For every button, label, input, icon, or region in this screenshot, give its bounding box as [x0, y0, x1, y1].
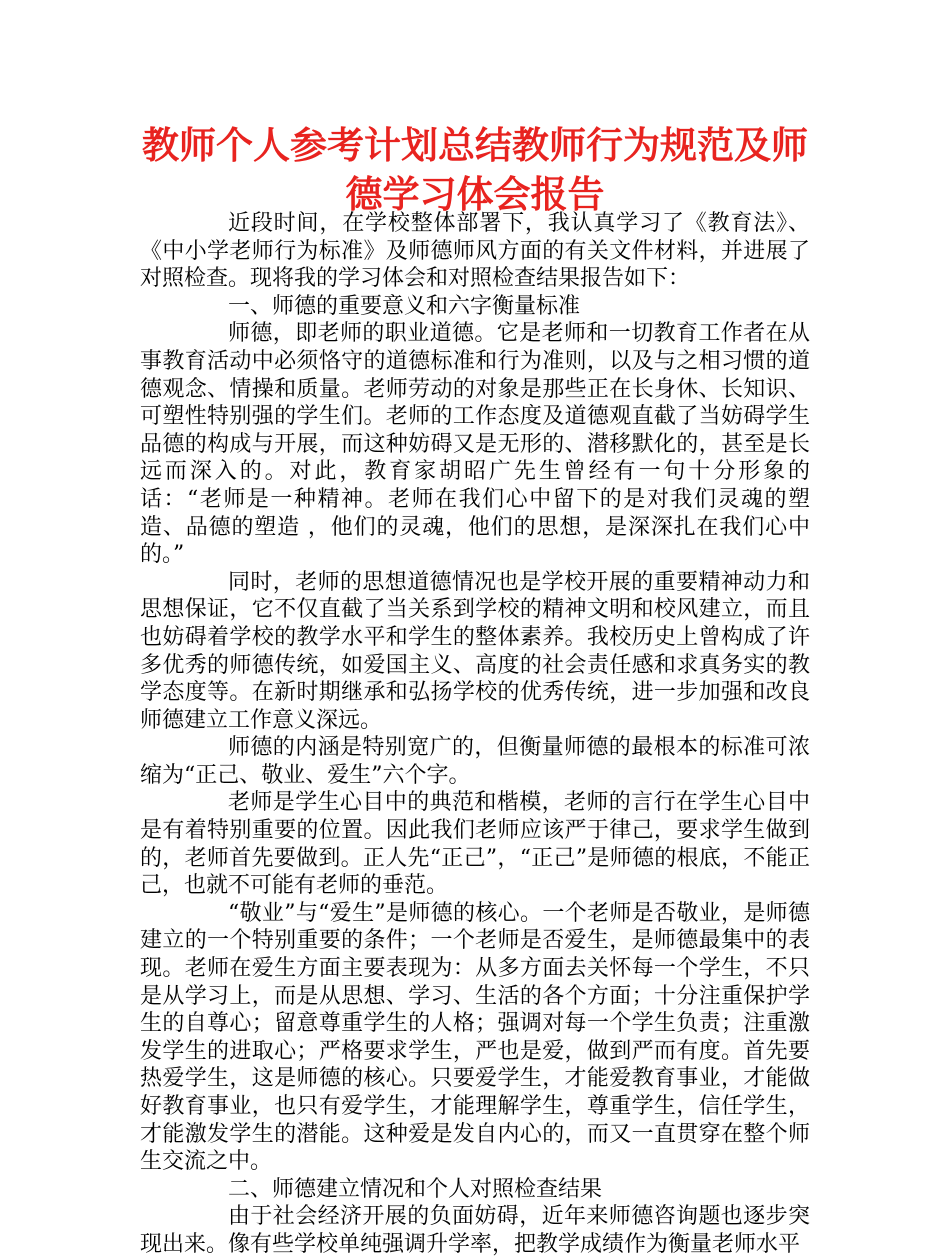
paragraph-dedication: “敬业”与“爱生”是师德的核心。一个老师是否敬业，是师德建立的一个特别重要的条件；一个老师是否爱生，是师德最集中的表现。老师在爱生方面主要表现为：从多方面去关怀每一个学生，不只是从学习上，而是从思想、学习、生活的各个方面；十分注重保护学生的自尊心；留意尊重学生的人格；强调对每一个学生负责；注重激发学生的进取心；严格要求学生，严也是爱，做到严而有度。首先要热爱学生，这是师德的核心。只要爱学生，才能爱教育事业，才能做好教育事业，也只有爱学生，才能理解学生，尊重学生，信任学生，才能激发学生的潜能。这种爱是发自内心的，而又一直贯穿在整个师生交流之中。 — [140, 900, 810, 1175]
section-heading-2: 二、师德建立情况和个人对照检查结果 — [228, 1176, 603, 1202]
paragraph-self-discipline: 老师是学生心目中的典范和楷模，老师的言行在学生心目中是有着特别重要的位置。因此我们老师应该严于律己，要求学生做到的，老师首先要做到。正人先“正己”，“正己”是师德的根底，不能正己，也就不可能有老师的垂范。 — [140, 790, 810, 899]
paragraph-intro: 近段时间，在学校整体部署下，我认真学习了《教育法》、《中小学老师行为标准》及师德师风方面的有关文件材料，并进展了对照检查。现将我的学习体会和对照检查结果报告如下： — [140, 211, 810, 292]
document-body — [140, 210, 810, 1259]
paragraph-significance: 同时，老师的思想道德情况也是学校开展的重要精神动力和思想保证，它不仅直截了当关系到学校的精神文明和校风建立，而且也妨碍着学校的教学水平和学生的整体素养。我校历史上曾构成了许多优秀的师德传统，如爱国主义、高度的社会责任感和求真务实的教学态度等。在新时期继承和弘扬学校的优秀传统，进一步加强和改良师德建立工作意义深远。 — [140, 569, 810, 733]
paragraph-standard: 师德的内涵是特别宽广的，但衡量师德的最根本的标准可浓缩为“正己、敬业、爱生”六个字。 — [140, 735, 810, 788]
document-title: 教师个人参考计划总结教师行为规范及师德学习体会报告 — [142, 124, 808, 216]
paragraph-current-situation: 由于社会经济开展的负面妨碍，近年来师德咨询题也逐步突现出来。像有些学校单纯强调升学率，把教学成绩作为衡量老师水平 — [140, 1204, 810, 1257]
paragraph-definition: 师德，即老师的职业道德。它是老师和一切教育工作者在从事教育活动中必须恪守的道德标准和行为准则，以及与之相习惯的道德观念、情操和质量。老师劳动的对象是那些正在长身休、长知识、可塑性特别强的学生们。老师的工作态度及道德观直截了当妨碍学生品德的构成与开展，而这种妨碍又是无形的、潜移默化的，甚至是长远而深入的。对此，教育家胡昭广先生曾经有一句十分形象的话：“老师是一种精神。老师在我们心中留下的是对我们灵魂的塑造、品德的塑造 ，他们的灵魂，他们的思想，是深深扎在我们心中的。” — [140, 321, 810, 568]
section-heading-1: 一、师德的重要意义和六字衡量标准 — [228, 293, 581, 319]
